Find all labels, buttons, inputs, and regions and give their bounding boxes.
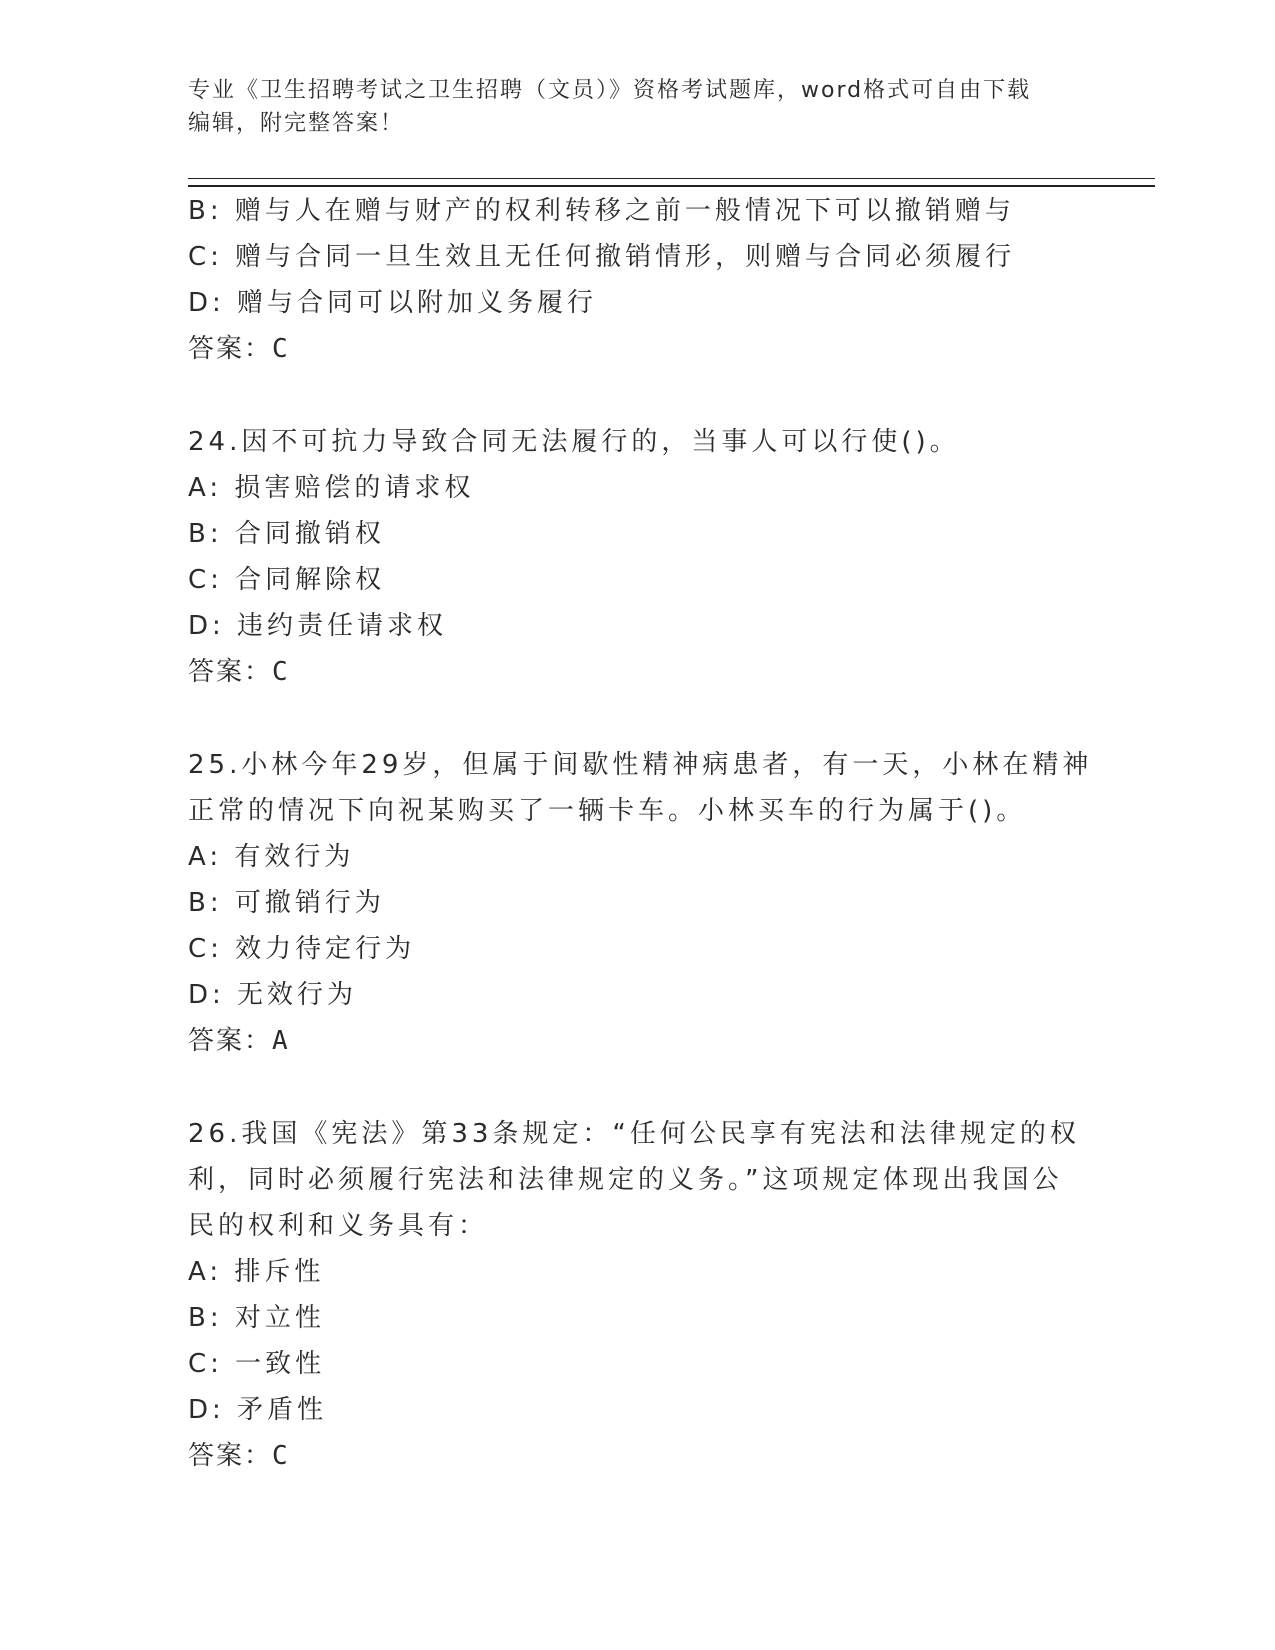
question-23: [188, 188, 1068, 372]
option-b: B: 合同撤销权: [188, 519, 385, 549]
option-d: D: 赠与合同可以附加义务履行: [188, 288, 598, 318]
header-line-2: 编辑，附完整答案！: [188, 111, 405, 136]
question-stem: 24.因不可抗力导致合同无法履行的，当事人可以行使()。: [188, 427, 960, 457]
header-divider: [188, 178, 1155, 187]
option-a: A: 损害赔偿的请求权: [188, 473, 475, 503]
question-stem-line-2: 利，同时必须履行宪法和法律规定的义务。”这项规定体现出我国公: [188, 1165, 1063, 1195]
question-stem-line-1: 26.我国《宪法》第33条规定：“任何公民享有宪法和法律规定的权: [188, 1119, 1080, 1149]
question-25: [188, 742, 1093, 1064]
document-header: [188, 74, 1068, 140]
option-d: D: 矛盾性: [188, 1395, 328, 1425]
option-a: A: 有效行为: [188, 842, 355, 872]
question-stem-line-1: 25.小林今年29岁，但属于间歇性精神病患者，有一天，小林在精神: [188, 750, 1093, 780]
option-a: A: 排斥性: [188, 1257, 325, 1287]
answer: 答案：C: [188, 334, 290, 364]
option-c: C: 合同解除权: [188, 565, 386, 595]
option-d: D: 违约责任请求权: [188, 611, 448, 641]
option-b: B: 可撤销行为: [188, 888, 385, 918]
answer: 答案：C: [188, 657, 290, 687]
option-b: B: 对立性: [188, 1303, 325, 1333]
option-c: C: 效力待定行为: [188, 934, 416, 964]
question-26: [188, 1111, 1080, 1479]
question-stem-line-2: 正常的情况下向祝某购买了一辆卡车。小林买车的行为属于()。: [188, 796, 1027, 826]
option-d: D: 无效行为: [188, 980, 358, 1010]
question-list: [188, 188, 1093, 1479]
option-c: C: 一致性: [188, 1349, 326, 1379]
question-stem-line-3: 民的权利和义务具有：: [188, 1211, 489, 1241]
option-c: C: 赠与合同一旦生效且无任何撤销情形，则赠与合同必须履行: [188, 242, 1016, 272]
header-line-1: 专业《卫生招聘考试之卫生招聘（文员）》资格考试题库，word格式可自由下载: [188, 78, 1032, 103]
answer: 答案：C: [188, 1441, 290, 1471]
answer: 答案：A: [188, 1026, 290, 1056]
question-24: [188, 419, 1068, 695]
option-b: B: 赠与人在赠与财产的权利转移之前一般情况下可以撤销赠与: [188, 196, 1015, 226]
